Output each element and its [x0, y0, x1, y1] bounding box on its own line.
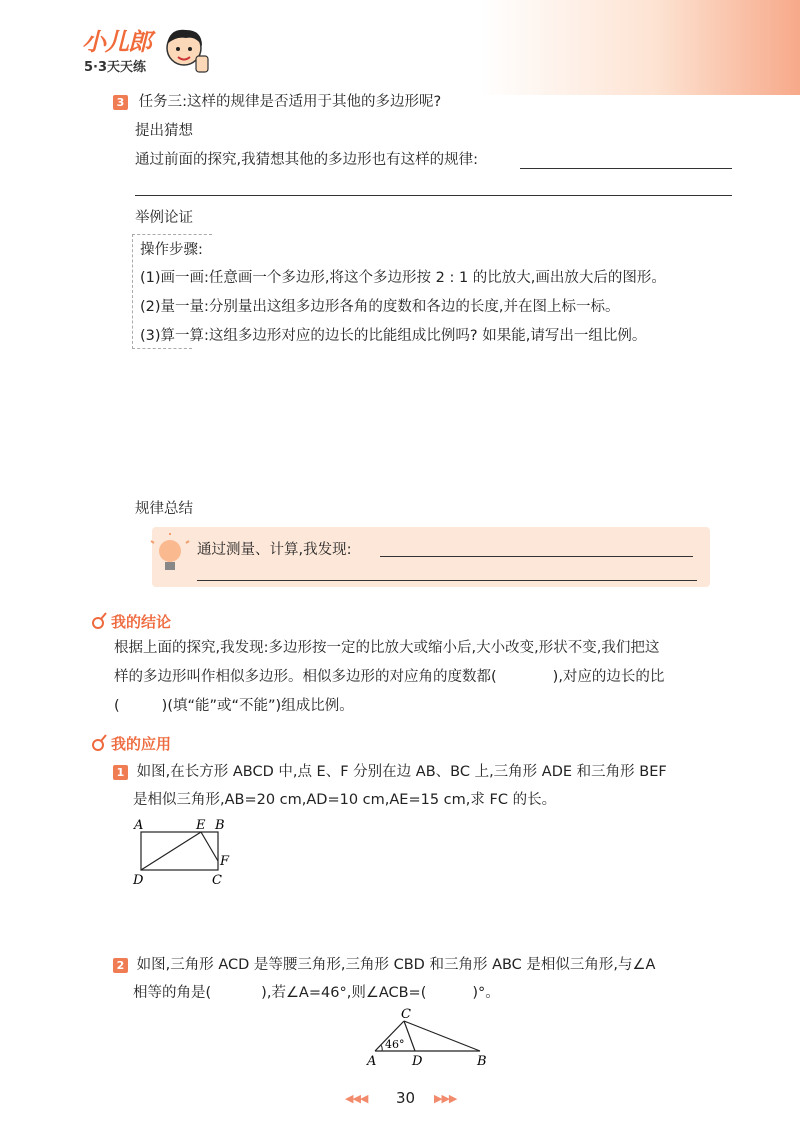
label-d: D [412, 1054, 423, 1069]
step-1: (1)画一画:任意画一个多边形,将这个多边形按 2 : 1 的比放大,画出放大后的图形。 [140, 270, 666, 286]
q1-number-badge: 1 [113, 765, 128, 780]
conclusion-heading: 我的结论 [111, 613, 172, 631]
q2-line-2 [133, 983, 500, 1003]
brand-subtitle: 5·3天天练 [84, 60, 147, 75]
prev-arrows-icon: ◀◀◀ [345, 1092, 368, 1105]
label-a: A [367, 1054, 377, 1069]
summary-text: 通过测量、计算,我发现: [197, 542, 352, 558]
summary-heading: 规律总结 [135, 501, 193, 517]
label-c: C [212, 873, 222, 888]
q2-text-2a: 相等的角是( [133, 985, 212, 1001]
conclusion-line-3-a: ( [114, 698, 120, 714]
conclusion-line-2 [114, 667, 664, 687]
rectangle-figure [126, 812, 246, 892]
steps-title: 操作步骤: [140, 242, 203, 258]
label-e: E [196, 818, 206, 833]
q2-text-2b: ),若∠A=46°,则∠ACB=( [261, 985, 427, 1001]
conclusion-line-3-b: )(填“能”或“不能”)组成比例。 [161, 698, 354, 714]
mascot-icon [158, 22, 214, 78]
task3-title-text: 任务三:这样的规律是否适用于其他的多边形呢? [138, 94, 442, 110]
conclusion-line-2-a: 样的多边形叫作相似多边形。相似多边形的对应角的度数都( [114, 669, 497, 685]
label-f: F [220, 854, 230, 869]
label-b: B [215, 818, 225, 833]
conclusion-line-3 [114, 696, 354, 716]
pen-icon [91, 734, 107, 752]
q1-text-1: 如图,在长方形 ABCD 中,点 E、F 分别在边 AB、BC 上,三角形 ADE 和三角形 BEF [136, 764, 667, 780]
summary-answer-line-1[interactable] [380, 556, 693, 557]
application-heading: 我的应用 [111, 735, 172, 753]
label-d: D [133, 873, 144, 888]
q2-text-1: 如图,三角形 ACD 是等腰三角形,三角形 CBD 和三角形 ABC 是相似三角形,与∠A [136, 957, 656, 973]
guess-text: 通过前面的探究,我猜想其他的多边形也有这样的规律: [135, 152, 478, 168]
task-number-badge: 3 [113, 95, 128, 110]
step-3: (3)算一算:这组多边形对应的边长的比能组成比例吗? 如果能,请写出一组比例。 [140, 328, 647, 344]
label-c: C [401, 1007, 411, 1022]
task3-title [113, 92, 441, 112]
conclusion-line-1: 根据上面的探究,我发现:多边形按一定的比放大或缩小后,大小改变,形状不变,我们把这 [114, 640, 660, 656]
steps-box-bottom-border [132, 348, 192, 349]
summary-answer-line-2[interactable] [197, 580, 697, 581]
guess-heading: 提出猜想 [135, 123, 193, 139]
guess-answer-line-1[interactable] [520, 168, 732, 169]
step-2: (2)量一量:分别量出这组多边形各角的度数和各边的长度,并在图上标一标。 [140, 299, 620, 315]
pen-icon [91, 612, 107, 630]
q2-line-1 [113, 955, 655, 975]
q2-number-badge: 2 [113, 958, 128, 973]
guess-answer-line-2[interactable] [135, 195, 732, 196]
q1-line-1 [113, 762, 667, 782]
example-heading: 举例论证 [135, 210, 193, 226]
conclusion-line-2-b: ),对应的边长的比 [552, 669, 665, 685]
q1-text-2: 是相似三角形,AB=20 cm,AD=10 cm,AE=15 cm,求 FC 的长。 [133, 792, 557, 808]
next-arrows-icon: ▶▶▶ [434, 1092, 457, 1105]
angle-label: 46° [385, 1038, 405, 1051]
page-number: 30 [396, 1089, 416, 1107]
label-a: A [134, 818, 144, 833]
triangle-figure [360, 1005, 500, 1070]
lightbulb-icon [150, 533, 190, 583]
label-b: B [477, 1054, 487, 1069]
q2-text-2c: )°。 [472, 985, 500, 1001]
brand-logo: 小儿郎 [82, 28, 151, 56]
